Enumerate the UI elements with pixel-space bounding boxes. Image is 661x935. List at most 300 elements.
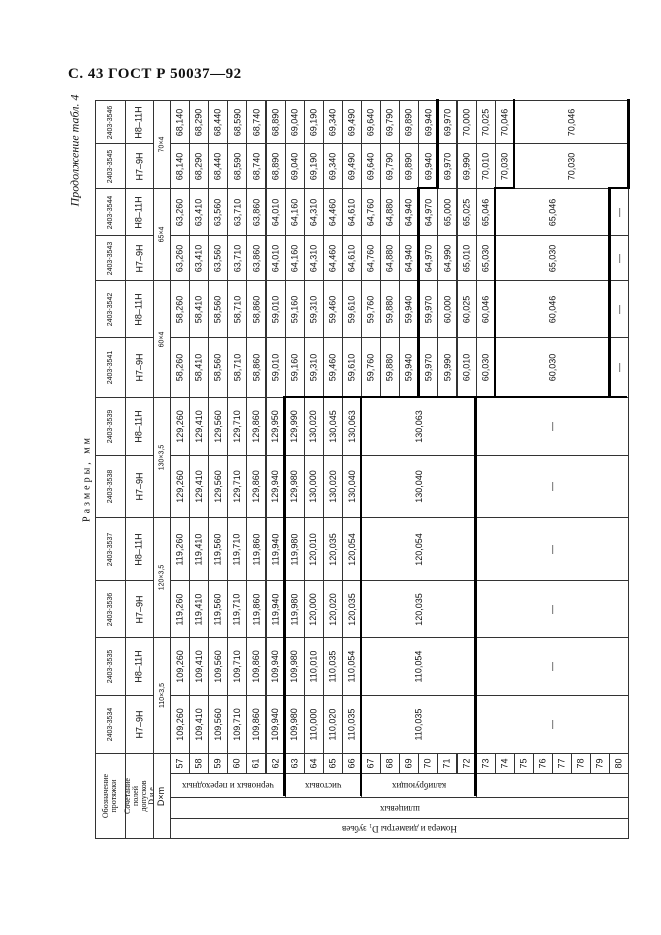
value-cell xyxy=(208,143,228,189)
value-cell xyxy=(323,188,343,236)
value-cell-text: 59,990 xyxy=(441,353,452,382)
tooth-number xyxy=(380,753,400,774)
value-cell-text: 119,260 xyxy=(174,593,185,625)
value-cell-text: 129,260 xyxy=(174,410,185,443)
value-cell-text: 58,260 xyxy=(174,353,185,382)
value-cell-text: 59,010 xyxy=(270,353,281,382)
column-designation xyxy=(95,100,126,144)
tooth-number-text: 58 xyxy=(193,758,204,769)
tooth-number xyxy=(170,753,190,774)
value-cell xyxy=(170,188,190,236)
column-designation xyxy=(95,235,126,281)
column-designation xyxy=(95,280,126,338)
tooth-number-text: 80 xyxy=(613,758,624,769)
value-cell xyxy=(457,235,477,281)
value-cell xyxy=(323,100,343,144)
value-cell xyxy=(227,637,247,696)
value-cell xyxy=(189,637,209,696)
value-cell-text: 65,000 xyxy=(441,198,452,226)
tooth-category xyxy=(476,773,630,798)
merged-value-cell xyxy=(495,280,611,338)
value-cell xyxy=(380,235,400,281)
tooth-number xyxy=(437,753,457,774)
value-cell-text: 69,990 xyxy=(461,152,472,180)
value-cell xyxy=(380,100,400,144)
merged-value-cell-text: 120,054 xyxy=(413,532,424,566)
value-cell-text: 64,610 xyxy=(346,198,357,226)
value-cell xyxy=(170,580,190,638)
value-cell xyxy=(170,455,190,518)
tooth-number-text: 71 xyxy=(441,758,452,769)
teeth-label xyxy=(170,818,629,839)
value-cell-text: 119,940 xyxy=(270,533,281,565)
tooth-number-text: 59 xyxy=(212,758,223,769)
tooth-category-text: черновых и переходных xyxy=(181,781,274,791)
value-cell xyxy=(323,695,343,754)
value-cell-text: 64,460 xyxy=(327,244,338,272)
value-cell xyxy=(189,143,209,189)
tooth-number-text: 78 xyxy=(575,758,586,769)
tooth-number-text: 60 xyxy=(231,758,242,769)
merged-value-cell-text: 110,035 xyxy=(413,708,424,741)
column-designation xyxy=(95,143,126,189)
value-cell xyxy=(361,235,381,281)
table-continuation-caption: Продолжение табл. 4 xyxy=(67,94,82,207)
size-group-dxm-text: 120×3,5 xyxy=(158,564,166,591)
value-cell xyxy=(189,517,209,581)
value-cell xyxy=(457,280,477,338)
value-cell xyxy=(285,280,305,338)
value-cell-text: 59,940 xyxy=(403,353,414,382)
tooth-number-text: 61 xyxy=(250,758,261,769)
column-designation-text: 2403-3535 xyxy=(107,649,115,684)
value-cell xyxy=(437,280,457,338)
value-cell xyxy=(189,235,209,281)
value-cell xyxy=(361,337,381,398)
column-tolerance-text: H7–9H xyxy=(134,353,145,382)
tooth-number-text: 62 xyxy=(270,758,281,769)
value-cell-text: 129,410 xyxy=(193,470,204,503)
value-cell xyxy=(285,397,305,456)
value-cell xyxy=(189,695,209,754)
dash-cell-text: — xyxy=(546,720,557,729)
merged-value-cell xyxy=(495,337,611,398)
value-cell-text: 58,710 xyxy=(231,295,242,323)
merged-value-cell-text: 60,046 xyxy=(546,295,557,323)
value-cell xyxy=(457,337,477,398)
tooth-number-text: 74 xyxy=(499,758,510,769)
value-cell xyxy=(285,235,305,281)
tooth-number-text: 63 xyxy=(289,758,300,769)
merged-value-cell-text: 130,063 xyxy=(413,410,424,443)
value-cell xyxy=(304,637,324,696)
value-cell xyxy=(361,280,381,338)
value-cell-text: 109,940 xyxy=(270,708,281,741)
value-cell-text: 69,970 xyxy=(441,108,452,136)
value-cell-text: 58,560 xyxy=(212,353,223,382)
value-cell-text: 65,030 xyxy=(480,244,491,272)
column-tolerance xyxy=(125,100,154,144)
value-cell-text: 110,000 xyxy=(308,708,319,741)
dash-cell-text: — xyxy=(546,422,557,431)
merged-value-cell xyxy=(361,397,477,456)
value-cell-text: 109,710 xyxy=(231,650,242,683)
value-cell xyxy=(189,455,209,518)
merged-value-cell xyxy=(495,188,611,236)
value-cell-text: 130,000 xyxy=(308,470,319,503)
value-cell-text: 109,410 xyxy=(193,708,204,741)
value-cell xyxy=(246,517,266,581)
column-tolerance-text: H8–11H xyxy=(134,195,145,229)
value-cell xyxy=(246,143,266,189)
tooth-number-text: 67 xyxy=(365,758,376,769)
column-tolerance xyxy=(125,188,154,236)
value-cell-text: 64,760 xyxy=(365,198,376,226)
value-cell xyxy=(246,580,266,638)
thick-border-line xyxy=(436,99,439,187)
value-cell-text: 119,410 xyxy=(193,533,204,565)
value-cell-text: 68,290 xyxy=(193,152,204,180)
value-cell-text: 59,310 xyxy=(308,353,319,382)
value-cell-text: 65,046 xyxy=(480,198,491,226)
dash-cell-text: — xyxy=(613,304,624,314)
merged-value-cell xyxy=(361,455,477,518)
column-tolerance-text: H7–9H xyxy=(134,151,145,181)
value-cell xyxy=(457,143,477,189)
value-cell-text: 69,340 xyxy=(327,108,338,136)
value-cell-text: 58,860 xyxy=(250,295,261,323)
column-designation xyxy=(95,637,126,696)
value-cell xyxy=(170,100,190,144)
column-tolerance-text: H7–9H xyxy=(134,710,145,739)
tooth-number-text: 76 xyxy=(537,758,548,769)
value-cell-text: 64,760 xyxy=(365,244,376,272)
value-cell-text: 130,020 xyxy=(308,410,319,443)
value-cell xyxy=(227,397,247,456)
value-cell xyxy=(285,517,305,581)
column-tolerance xyxy=(125,235,154,281)
column-tolerance xyxy=(125,695,154,754)
value-cell-text: 109,710 xyxy=(231,708,242,741)
column-designation xyxy=(95,188,126,236)
value-cell xyxy=(170,143,190,189)
value-cell xyxy=(170,337,190,398)
value-cell-text: 69,040 xyxy=(289,108,300,136)
value-cell xyxy=(437,235,457,281)
value-cell xyxy=(418,337,438,398)
value-cell xyxy=(323,143,343,189)
thick-border-line xyxy=(417,187,420,396)
value-cell xyxy=(304,695,324,754)
value-cell xyxy=(227,455,247,518)
value-cell-text: 129,560 xyxy=(212,410,223,443)
value-cell-text: 120,035 xyxy=(327,532,338,566)
tooth-category-text: чистовых xyxy=(305,781,342,791)
column-designation-text: 2403-3539 xyxy=(107,409,115,444)
tooth-number-text: 64 xyxy=(308,758,319,769)
value-cell xyxy=(380,280,400,338)
value-cell xyxy=(304,280,324,338)
value-cell xyxy=(285,637,305,696)
units-caption: Размеры, мм xyxy=(81,435,93,522)
value-cell xyxy=(189,397,209,456)
value-cell-text: 69,640 xyxy=(365,152,376,180)
value-cell xyxy=(342,280,362,338)
value-cell-text: 129,980 xyxy=(289,470,300,503)
value-cell xyxy=(399,100,419,144)
value-cell xyxy=(399,143,419,189)
value-cell-text: 63,260 xyxy=(174,198,185,226)
thick-border-line xyxy=(513,99,516,187)
tooth-number-text: 57 xyxy=(174,758,185,769)
tooth-number xyxy=(495,753,515,774)
value-cell xyxy=(323,235,343,281)
size-group-dxm-text: 110×3,5 xyxy=(158,683,166,708)
value-cell-text: 110,010 xyxy=(308,650,319,683)
value-cell-text: 120,020 xyxy=(327,592,338,626)
tooth-number-text: 70 xyxy=(422,758,433,769)
tooth-number xyxy=(476,753,496,774)
value-cell-text: 70,030 xyxy=(499,152,510,180)
value-cell-text: 119,560 xyxy=(212,593,223,625)
value-cell xyxy=(342,143,362,189)
value-cell-text: 109,260 xyxy=(174,650,185,683)
dash-cell xyxy=(609,337,629,398)
tooth-number xyxy=(304,753,324,774)
column-designation-text: 2403-3543 xyxy=(107,241,115,275)
value-cell xyxy=(342,337,362,398)
value-cell-text: 119,940 xyxy=(270,593,281,625)
value-cell xyxy=(304,455,324,518)
value-cell-text: 68,890 xyxy=(270,108,281,136)
value-cell-text: 63,860 xyxy=(250,244,261,272)
tooth-number xyxy=(590,753,610,774)
stub-designation-label-text: Обозначение протяжки xyxy=(101,773,119,819)
value-cell xyxy=(208,580,228,638)
column-designation-text: 2403-3544 xyxy=(107,195,115,229)
value-cell-text: 109,980 xyxy=(289,708,300,741)
value-cell xyxy=(285,455,305,518)
tooth-number xyxy=(227,753,247,774)
column-tolerance xyxy=(125,517,154,581)
value-cell xyxy=(208,397,228,456)
size-group-dxm xyxy=(153,637,171,754)
column-designation-text: 2403-3541 xyxy=(107,350,115,385)
value-cell-text: 68,440 xyxy=(212,152,223,180)
value-cell-text: 64,880 xyxy=(384,244,395,272)
value-cell-text: 70,025 xyxy=(480,108,491,136)
value-cell xyxy=(418,235,438,281)
value-cell xyxy=(437,143,457,189)
value-cell xyxy=(323,280,343,338)
value-cell-text: 109,260 xyxy=(174,708,185,741)
value-cell-text: 68,590 xyxy=(231,152,242,180)
value-cell-text: 129,260 xyxy=(174,470,185,503)
value-cell xyxy=(457,188,477,236)
merged-value-cell-text: 130,040 xyxy=(413,470,424,503)
value-cell-text: 64,160 xyxy=(289,198,300,226)
column-designation-text: 2403-3545 xyxy=(107,149,115,183)
dash-cell xyxy=(609,280,629,338)
thick-border-line xyxy=(608,187,611,396)
merged-value-cell-text: 120,035 xyxy=(413,592,424,626)
value-cell xyxy=(380,337,400,398)
dash-cell-text: — xyxy=(546,482,557,491)
merged-value-cell-text: 65,030 xyxy=(546,244,557,272)
value-cell-text: 60,000 xyxy=(441,295,452,323)
value-cell xyxy=(285,143,305,189)
value-cell-text: 59,760 xyxy=(365,295,376,323)
column-designation xyxy=(95,580,126,638)
thick-border-line xyxy=(360,396,363,796)
tooth-number xyxy=(609,753,629,774)
tooth-category xyxy=(170,773,286,798)
value-cell-text: 64,460 xyxy=(327,198,338,226)
value-cell-text: 68,740 xyxy=(250,152,261,180)
value-cell xyxy=(208,517,228,581)
value-cell-text: 59,610 xyxy=(346,353,357,382)
thick-border-line xyxy=(627,99,630,189)
value-cell-text: 64,310 xyxy=(308,244,319,272)
value-cell xyxy=(189,337,209,398)
value-cell-text: 65,025 xyxy=(461,198,472,226)
value-cell-text: 129,940 xyxy=(270,470,281,503)
splined-label-text: шлицевых xyxy=(379,803,420,814)
dash-cell-text: — xyxy=(546,662,557,671)
dash-cell xyxy=(609,235,629,281)
value-cell-text: 129,410 xyxy=(193,410,204,443)
value-cell xyxy=(323,455,343,518)
column-tolerance-text: H7–9H xyxy=(134,243,145,273)
value-cell xyxy=(227,580,247,638)
value-cell xyxy=(208,188,228,236)
value-cell-text: 69,940 xyxy=(422,108,433,136)
thick-border-line xyxy=(417,187,439,190)
value-cell xyxy=(342,100,362,144)
value-cell-text: 58,260 xyxy=(174,295,185,323)
dash-cell-text: — xyxy=(613,363,624,372)
size-group-dxm-text: 65×4 xyxy=(158,226,166,243)
value-cell-text: 69,190 xyxy=(308,152,319,180)
value-cell-text: 69,340 xyxy=(327,152,338,180)
thick-border-line xyxy=(283,396,627,399)
value-cell-text: 129,560 xyxy=(212,470,223,503)
value-cell xyxy=(304,143,324,189)
value-cell xyxy=(266,280,286,338)
value-cell-text: 109,560 xyxy=(212,708,223,741)
value-cell xyxy=(189,188,209,236)
value-cell-text: 68,890 xyxy=(270,152,281,180)
value-cell xyxy=(323,337,343,398)
value-cell xyxy=(170,235,190,281)
value-cell-text: 64,940 xyxy=(403,244,414,272)
value-cell-text: 59,970 xyxy=(422,353,433,382)
merged-value-cell xyxy=(514,143,630,189)
dash-cell xyxy=(476,517,630,581)
value-cell-text: 119,980 xyxy=(289,593,300,625)
value-cell-text: 70,000 xyxy=(461,108,472,136)
value-cell xyxy=(304,397,324,456)
value-cell-text: 59,940 xyxy=(403,295,414,323)
column-tolerance xyxy=(125,397,154,456)
value-cell-text: 129,860 xyxy=(250,470,261,503)
value-cell-text: 64,160 xyxy=(289,244,300,272)
size-group-dxm xyxy=(153,100,171,189)
teeth-label-text: Номера и диаметры D₁ зубьев xyxy=(342,824,458,834)
value-cell xyxy=(380,143,400,189)
value-cell-text: 130,020 xyxy=(327,470,338,503)
tooth-number xyxy=(571,753,591,774)
value-cell xyxy=(227,280,247,338)
value-cell xyxy=(246,637,266,696)
value-cell xyxy=(208,695,228,754)
tooth-number-text: 73 xyxy=(480,758,491,769)
value-cell xyxy=(227,337,247,398)
column-tolerance xyxy=(125,580,154,638)
column-designation xyxy=(95,397,126,456)
value-cell xyxy=(285,337,305,398)
value-cell xyxy=(189,280,209,338)
tooth-number-text: 66 xyxy=(346,758,357,769)
tooth-number xyxy=(418,753,438,774)
value-cell xyxy=(304,337,324,398)
column-designation-text: 2403-3546 xyxy=(107,105,115,139)
tooth-number-text: 65 xyxy=(327,758,338,769)
value-cell-text: 109,860 xyxy=(250,708,261,741)
value-cell-text: 63,560 xyxy=(212,244,223,272)
value-cell-text: 130,045 xyxy=(327,410,338,443)
value-cell xyxy=(266,337,286,398)
value-cell-text: 69,790 xyxy=(384,108,395,136)
value-cell xyxy=(208,637,228,696)
value-cell xyxy=(266,235,286,281)
value-cell-text: 59,880 xyxy=(384,353,395,382)
column-designation-text: 2403-3534 xyxy=(107,707,115,742)
value-cell-text: 64,610 xyxy=(346,244,357,272)
stub-dxm-label xyxy=(153,753,171,839)
value-cell-text: 63,710 xyxy=(231,244,242,272)
value-cell xyxy=(323,397,343,456)
value-cell xyxy=(285,695,305,754)
value-cell xyxy=(457,100,477,144)
column-tolerance xyxy=(125,637,154,696)
value-cell-text: 109,860 xyxy=(250,650,261,683)
tooth-number xyxy=(208,753,228,774)
column-tolerance xyxy=(125,143,154,189)
value-cell-text: 130,040 xyxy=(346,470,357,503)
dash-cell xyxy=(476,455,630,518)
value-cell xyxy=(323,517,343,581)
size-group-dxm xyxy=(153,188,171,281)
value-cell xyxy=(361,188,381,236)
merged-value-cell-text: 110,054 xyxy=(413,650,424,683)
dash-cell-text: — xyxy=(613,207,624,217)
value-cell-text: 63,860 xyxy=(250,198,261,226)
value-cell xyxy=(476,143,496,189)
value-cell-text: 119,260 xyxy=(174,533,185,565)
merged-value-cell xyxy=(495,235,611,281)
value-cell-text: 63,560 xyxy=(212,198,223,226)
value-cell xyxy=(361,100,381,144)
value-cell-text: 68,140 xyxy=(174,108,185,136)
value-cell-text: 119,980 xyxy=(289,533,300,565)
merged-value-cell xyxy=(361,637,477,696)
value-cell xyxy=(361,143,381,189)
dash-cell xyxy=(476,580,630,638)
column-designation xyxy=(95,455,126,518)
value-cell xyxy=(170,695,190,754)
value-cell-text: 64,880 xyxy=(384,198,395,226)
